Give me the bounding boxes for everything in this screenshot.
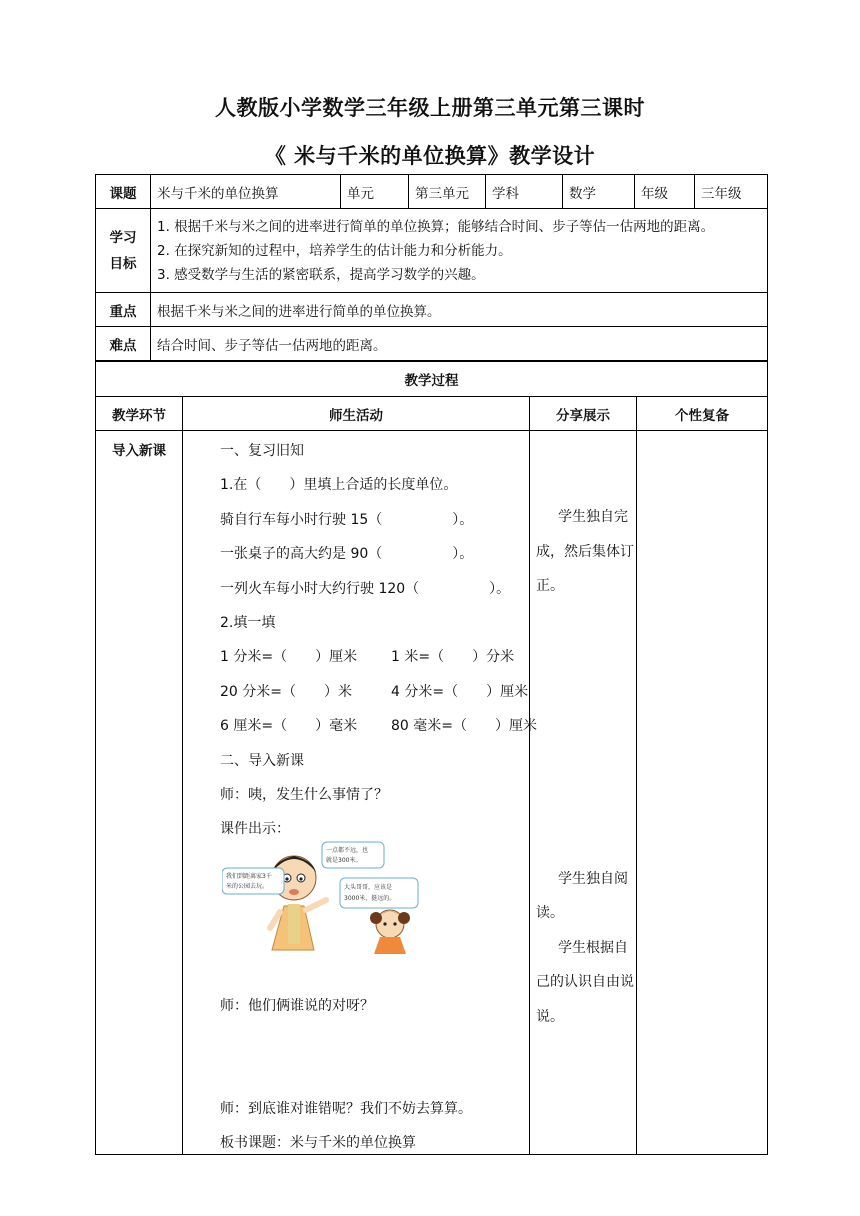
share-cell xyxy=(530,431,637,1155)
difficulty-text: 结合时间、步子等估一估两地的距离。 xyxy=(151,327,768,361)
goal-item: 2. 在探究新知的过程中，培养学生的估计能力和分析能力。 xyxy=(157,242,512,259)
share-note: 学生独自阅读。 xyxy=(536,870,628,921)
svg-text:一点都不远，也 就是300米。: 一点都不远，也 就是300米。 xyxy=(326,847,369,864)
personal-notes-cell xyxy=(637,431,768,1155)
stage-name: 导入新课 xyxy=(96,431,183,1155)
grade-value: 三年级 xyxy=(695,175,768,209)
speech-bubble xyxy=(340,878,418,908)
topic-value: 米与千米的单位换算 xyxy=(151,175,341,209)
activity-line: 一张桌子的高大约是 90（ ）。 xyxy=(220,546,474,562)
activity-line: 师：到底谁对谁错呢？我们不妨去算算。 xyxy=(220,1101,472,1117)
document-title: 人教版小学数学三年级上册第三单元第三课时 xyxy=(215,96,645,120)
activity-line: 一列火车每小时大约行驶 120（ ）。 xyxy=(220,581,511,597)
goal-item: 3. 感受数学与生活的紧密联系，提高学习数学的兴趣。 xyxy=(157,266,485,283)
activity-line: 2.填一填 xyxy=(220,615,276,631)
activity-line: 师：咦，发生什么事情了？ xyxy=(220,787,388,803)
speech-bubble xyxy=(222,868,284,894)
col-activity-header: 师生活动 xyxy=(183,397,530,431)
conversion-item: 4 分米=（ ）厘米 xyxy=(391,684,529,700)
grade-label: 年级 xyxy=(635,175,695,209)
unit-value: 第三单元 xyxy=(409,175,486,209)
col-personal-header: 个性复备 xyxy=(637,397,768,431)
conversion-item: 6 厘米=（ ）毫米 xyxy=(220,718,358,734)
topic-label: 课题 xyxy=(96,175,151,209)
conversion-item: 1 分米=（ ）厘米 xyxy=(220,649,358,665)
col-stage-header: 教学环节 xyxy=(96,397,183,431)
process-heading: 教学过程 xyxy=(96,362,768,397)
conversion-item: 20 分米=（ ）米 xyxy=(220,684,352,700)
activity-line: 师：他们俩谁说的对呀？ xyxy=(220,998,374,1014)
activity-line: 1.在（ ）里填上合适的长度单位。 xyxy=(220,477,458,493)
info-table xyxy=(95,174,768,361)
share-note: 学生根据自己的认识自由说说。 xyxy=(536,939,634,1025)
section-heading: 一、复习旧知 xyxy=(220,443,304,459)
goals-list xyxy=(151,209,768,293)
key-point-text: 根据千米与米之间的进率进行简单的单位换算。 xyxy=(151,293,768,327)
activity-line: 骑自行车每小时行驶 15（ ）。 xyxy=(220,512,474,528)
svg-text:大头哥哥，应该是 3000米，挺远的。: 大头哥哥，应该是 3000米，挺远的。 xyxy=(344,884,396,902)
activity-line: 课件出示： xyxy=(220,821,290,837)
svg-text:我们到距离家3千 米的公园去玩。: 我们到距离家3千 米的公园去玩。 xyxy=(226,873,272,890)
conversion-item: 80 毫米=（ ）厘米 xyxy=(391,718,537,734)
courseware-illustration xyxy=(222,838,422,956)
unit-label: 单元 xyxy=(341,175,409,209)
section-heading: 二、导入新课 xyxy=(220,753,304,769)
subject-label: 学科 xyxy=(486,175,563,209)
difficulty-label: 难点 xyxy=(96,327,151,361)
girl-character xyxy=(370,910,410,954)
subject-value: 数学 xyxy=(563,175,635,209)
speech-bubble xyxy=(322,842,384,868)
goals-label: 学习目标 xyxy=(96,209,151,293)
col-share-header: 分享展示 xyxy=(530,397,637,431)
document-subtitle: 《 米与千米的单位换算》教学设计 xyxy=(264,144,596,168)
conversion-item: 1 米=（ ）分米 xyxy=(391,649,515,665)
share-note: 学生独自完成，然后集体订正。 xyxy=(536,509,634,594)
key-point-label: 重点 xyxy=(96,293,151,327)
board-title-line: 板书课题：米与千米的单位换算 xyxy=(220,1135,416,1151)
goal-item: 1. 根据千米与米之间的进率进行简单的单位换算；能够结合时间、步子等估一估两地的距离。 xyxy=(157,218,715,235)
